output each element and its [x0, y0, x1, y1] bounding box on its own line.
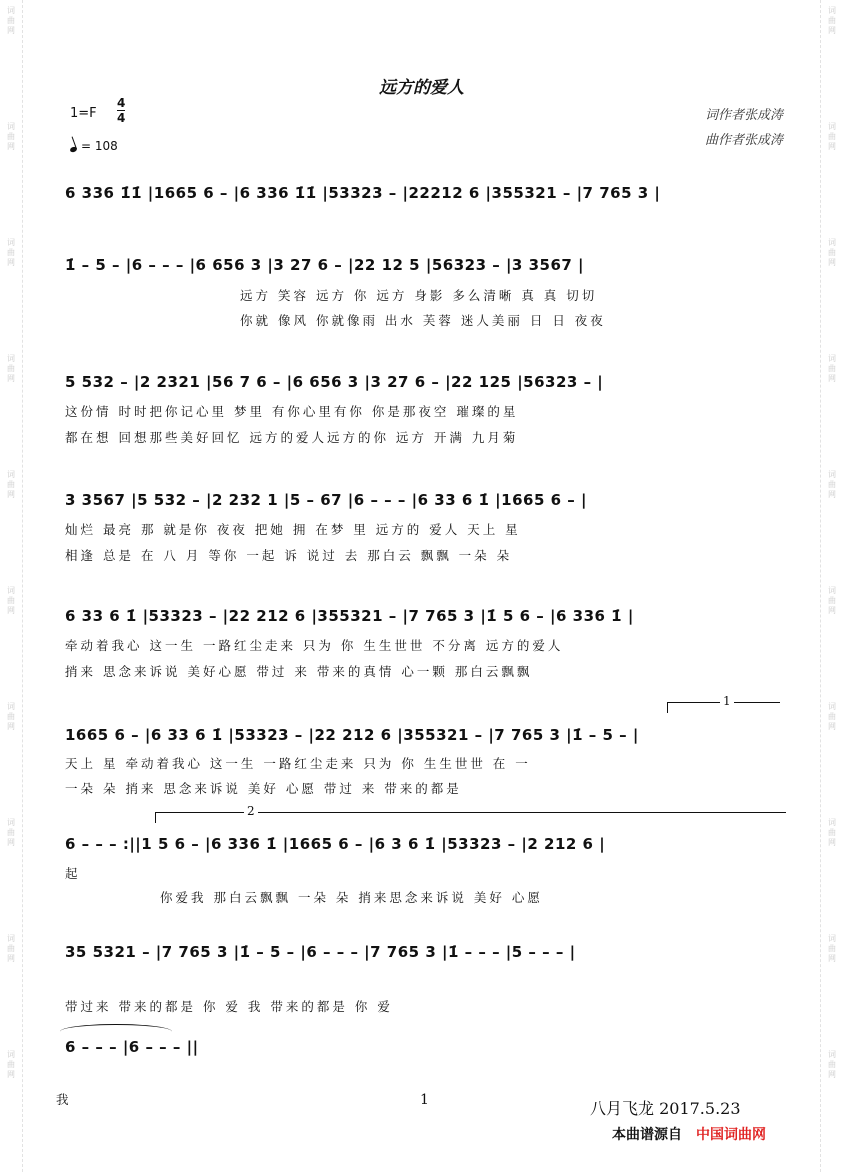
watermark-right: 词 曲 网: [828, 934, 836, 963]
watermark-right: 词 曲 网: [828, 1050, 836, 1079]
watermark-left: 词 曲 网: [7, 818, 15, 847]
quarter-note-icon: [69, 146, 77, 153]
watermark-left: 词 曲 网: [7, 586, 15, 615]
composer-credit: 曲作者张成涛: [704, 133, 783, 148]
left-watermark-strip: [0, 0, 23, 1172]
score-line-1-notes: 6 336 1̇1̇ |1665 6 – |6 336 1̇1̇ |53323 – |22212 6 |355321 – |7 765 3 |: [65, 184, 661, 202]
score-line-2-lyric-1: 远方 笑容 远方 你 远方 身影 多么清晰 真 真 切切: [240, 288, 598, 303]
right-watermark-strip: [820, 0, 843, 1172]
watermark-left: 词 曲 网: [7, 1050, 15, 1079]
time-signature-top: 4: [117, 96, 126, 110]
watermark-right: 词 曲 网: [828, 122, 836, 151]
watermark-left: 词 曲 网: [7, 702, 15, 731]
score-line-4-notes: 3 3567 |5 532 – |2 232 1 |5 – 67 |6 – – – |6 33 6 1̇ |1665 6 – |: [65, 491, 587, 509]
score-line-5-lyric-1: 牵动着我心 这一生 一路红尘走来 只为 你 生生世世 不分离 远方的爱人: [65, 638, 564, 653]
watermark-right: 词 曲 网: [828, 354, 836, 383]
watermark-right: 词 曲 网: [828, 6, 836, 35]
source-label: 本曲谱源自: [612, 1127, 682, 1143]
watermark-right: 词 曲 网: [828, 586, 836, 615]
watermark-right: 词 曲 网: [828, 702, 836, 731]
score-line-2-notes: 1̇ – 5 – |6 – – – |6 656 3 |3 27 6 – |22 12 5 |56323 – |3 3567 |: [65, 256, 585, 274]
volta-1-label: 1: [720, 694, 734, 708]
watermark-left: 词 曲 网: [7, 238, 15, 267]
score-line-8-lyric-1: 带过来 带来的都是 你 爱 我 带来的都是 你 爱: [65, 999, 393, 1014]
watermark-left: 词 曲 网: [7, 6, 15, 35]
score-line-5-lyric-2: 捎来 思念来诉说 美好心愿 带过 来 带来的真情 心一颗 那白云飘飘: [65, 664, 533, 679]
score-line-5-notes: 6 33 6 1̇ |53323 – |22 212 6 |355321 – |7 765 3 |1̇ 5 6 – |6 336 1̇ |: [65, 607, 634, 625]
time-signature-bottom: 4: [117, 111, 126, 125]
score-line-3-notes: 5 532 – |2 2321 |56 7 6 – |6 656 3 |3 27 6 – |22 125 |56323 – |: [65, 373, 604, 391]
score-line-3-lyric-1: 这份情 时时把你记心里 梦里 有你心里有你 你是那夜空 璀璨的星: [65, 404, 519, 419]
score-line-4-lyric-2: 相逢 总是 在 八 月 等你 一起 诉 说过 去 那白云 飘飘 一朵 朵: [65, 548, 513, 563]
time-signature: [117, 96, 125, 125]
source-brand: 中国词曲网: [696, 1127, 766, 1143]
watermark-right: 词 曲 网: [828, 818, 836, 847]
score-line-9-notes: 6 – – – |6 – – – ||: [65, 1038, 199, 1056]
lyricist-credit: 词作者张成涛: [704, 108, 783, 123]
tie-slur: [60, 1024, 172, 1039]
watermark-right: 词 曲 网: [828, 238, 836, 267]
final-lyric: 我: [56, 1092, 72, 1107]
score-line-8-notes: 35 5321 – |7 765 3 |1̇ – 5 – |6 – – – |7 765 3 |1̇ – – – |5 – – – |: [65, 943, 576, 961]
volta-bracket-2: [155, 804, 786, 823]
watermark-right: 词 曲 网: [828, 470, 836, 499]
watermark-left: 词 曲 网: [7, 934, 15, 963]
volta-bracket-1: [667, 694, 780, 713]
score-line-7-lyric-1: 起: [65, 866, 81, 881]
source-credit: [612, 1124, 766, 1144]
page-number: 1: [420, 1092, 429, 1108]
volta-2-label: 2: [244, 804, 258, 818]
score-line-7-lyric-2: 你爱我 那白云飘飘 一朵 朵 捎来思念来诉说 美好 心愿: [160, 890, 543, 905]
score-line-6-lyric-1: 天上 星 牵动着我心 这一生 一路红尘走来 只为 你 生生世世 在 一: [65, 756, 531, 771]
tempo-value: = 108: [81, 139, 118, 153]
score-line-6-lyric-2: 一朵 朵 捎来 思念来诉说 美好 心愿 带过 来 带来的都是: [65, 781, 462, 796]
tempo-marking: [70, 139, 118, 153]
key-signature: 1=F: [70, 106, 97, 121]
score-line-3-lyric-2: 都在想 回想那些美好回忆 远方的爱人远方的你 远方 开满 九月菊: [65, 430, 519, 445]
watermark-left: 词 曲 网: [7, 470, 15, 499]
score-line-4-lyric-1: 灿烂 最亮 那 就是你 夜夜 把她 拥 在梦 里 远方的 爱人 天上 星: [65, 522, 521, 537]
arranger-signature: 八月飞龙 2017.5.23: [590, 1099, 741, 1118]
score-line-2-lyric-2: 你就 像风 你就像雨 出水 芙蓉 迷人美丽 日 日 夜夜: [240, 313, 606, 328]
score-line-6-notes: 1665 6 – |6 33 6 1̇ |53323 – |22 212 6 |355321 – |7 765 3 |1̇ – 5 – |: [65, 726, 639, 744]
watermark-left: 词 曲 网: [7, 354, 15, 383]
song-title: 远方的爱人: [379, 78, 464, 99]
watermark-left: 词 曲 网: [7, 122, 15, 151]
score-line-7-notes: 6 – – – :||1 5 6 – |6 336 1̇ |1665 6 – |6 3 6 1̇ |53323 – |2 212 6 |: [65, 835, 606, 853]
